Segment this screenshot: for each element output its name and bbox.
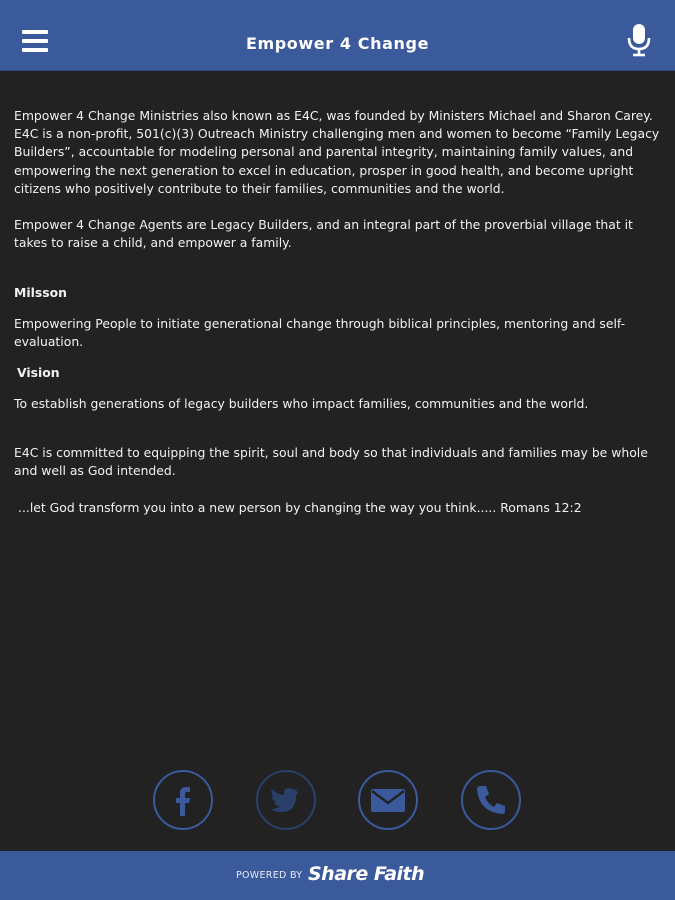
twitter-button[interactable]	[256, 770, 316, 830]
scripture-quote: ...let God transform you into a new person by changing the way you think..... Romans 12:2	[18, 500, 582, 515]
mission-text: Empowering People to initiate generational change through biblical principles, mentoring and self-evaluation.	[14, 316, 626, 350]
email-button[interactable]	[358, 770, 418, 830]
email-icon	[360, 772, 416, 828]
microphone-icon	[622, 22, 656, 58]
footer-bar	[0, 851, 675, 900]
facebook-icon	[155, 772, 211, 828]
phone-button[interactable]	[461, 770, 521, 830]
facebook-button[interactable]	[153, 770, 213, 830]
mission-heading: Milsson	[14, 285, 67, 300]
page-title: Empower 4 Change	[245, 34, 430, 53]
about-paragraph: Empower 4 Change Ministries also known as E4C, was founded by Ministers Michael and Sharon Carey. E4C is a non-profit, 501(c)(3) Outreach Ministry challenging men and women to become “Family Legacy Builders”, accountable for modeling personal and parental integrity, maintaining family values, and empowering the next generation to excel in education, prosper in good health, and become upright citizens who positively contribute to their families, communities and the world.	[14, 108, 660, 196]
voice-search-button[interactable]	[622, 22, 656, 58]
agents-paragraph: Empower 4 Change Agents are Legacy Builders, and an integral part of the proverbial village that it takes to raise a child, and empower a family.	[14, 217, 633, 251]
twitter-icon	[258, 772, 314, 828]
sharefaith-logo[interactable]: Share Faith	[308, 863, 425, 885]
vision-heading: Vision	[17, 365, 60, 380]
vision-text: To establish generations of legacy builders who impact families, communities and the world.	[14, 396, 589, 411]
commitment-paragraph: E4C is committed to equipping the spirit, soul and body so that individuals and families may be whole and well as God intended.	[14, 445, 648, 479]
header-bar	[0, 0, 675, 71]
powered-by-label: POWERED BY	[236, 870, 303, 881]
phone-icon	[463, 772, 519, 828]
